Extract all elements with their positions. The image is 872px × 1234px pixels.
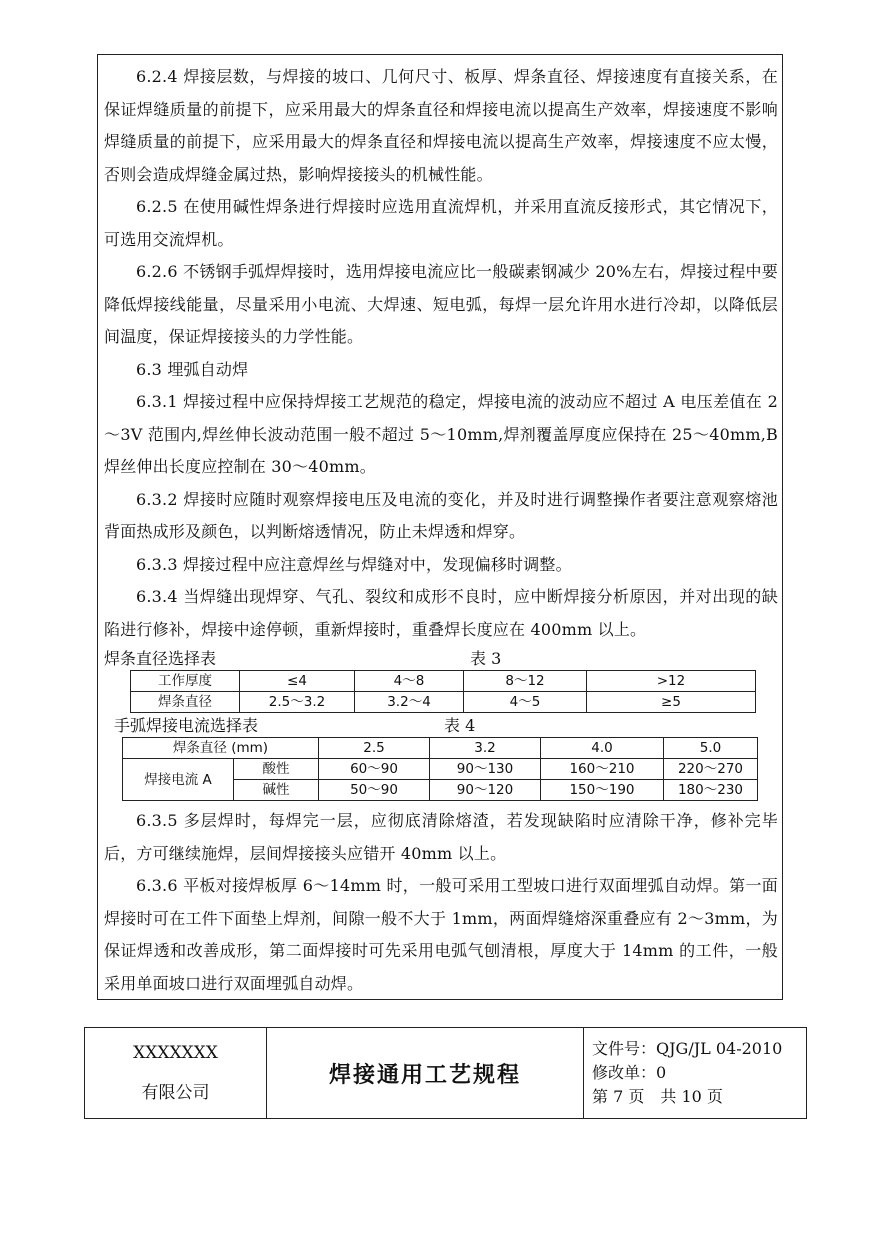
table-cell: 焊接电流 A: [123, 759, 234, 801]
table-cell: 160～210: [541, 759, 664, 780]
table-cell: 焊条直径: [131, 692, 240, 713]
table-cell: 4～5: [464, 692, 587, 713]
table-cell: 碱性: [234, 780, 319, 801]
page-number: 第 7 页 共 10 页: [592, 1087, 723, 1106]
table-cell: 50～90: [319, 780, 430, 801]
table-cell: 酸性: [234, 759, 319, 780]
table-cell: >12: [587, 671, 756, 692]
table-cell: 工作厚度: [131, 671, 240, 692]
table-cell: 60～90: [319, 759, 430, 780]
paragraph-6-3-4: 6.3.4 当焊缝出现焊穿、气孔、裂纹和成形不良时，应中断焊接分析原因，并对出现的缺陷进行修补，焊接中途停顿，重新焊接时，重叠焊长度应在 400mm 以上。: [104, 587, 778, 639]
table-cell: 4～8: [355, 671, 464, 692]
table-header-cell: 5.0: [664, 738, 758, 759]
table4-number: 表 4: [444, 716, 476, 735]
table-cell: 8～12: [464, 671, 587, 692]
table-cell: ≤4: [240, 671, 355, 692]
electrode-diameter-table: [130, 670, 756, 713]
table-row: [123, 738, 758, 759]
revision-number: 修改单：0: [592, 1063, 667, 1082]
paragraph-6-2-4: 6.2.4 焊接层数，与焊接的坡口、几何尺寸、板厚、焊条直径、焊接速度有直接关系，在保证焊缝质量的前提下，应采用最大的焊条直径和焊接电流以提高生产效率，焊接速度不影响焊缝质量的前提下，应采用最大的焊条直径和焊接电流以提高生产效率，焊接速度不应太慢，否则会造成焊缝金属过热，影响焊接接头的机械性能。: [104, 67, 778, 184]
company-suffix: 有限公司: [141, 1083, 210, 1103]
table-cell: 2.5～3.2: [240, 692, 355, 713]
paragraph-6-2-6: 6.2.6 不锈钢手弧焊焊接时，选用焊接电流应比一般碳素钢减少 20%左右，焊接过程中要降低焊接线能量，尽量采用小电流、大焊速、短电弧，每焊一层允许用水进行冷却，以降低层间温度，保证焊接接头的力学性能。: [104, 262, 778, 346]
welding-current-table: [122, 737, 758, 801]
table3-title: 焊条直径选择表: [104, 649, 217, 668]
table-cell: 180～230: [664, 780, 758, 801]
table-row: [123, 759, 758, 780]
table-header-cell: 2.5: [319, 738, 430, 759]
table-cell: 3.2～4: [355, 692, 464, 713]
table-cell: ≥5: [587, 692, 756, 713]
document-footer: [84, 1027, 807, 1119]
table-row: [131, 692, 756, 713]
content-frame: [97, 54, 783, 1000]
table-cell: 220～270: [664, 759, 758, 780]
paragraph-6-3-6: 6.3.6 平板对接焊板厚 6～14mm 时，一般可采用工型坡口进行双面埋弧自动焊。第一面焊接时可在工件下面垫上焊剂，间隙一般不大于 1mm，两面焊缝熔深重叠应有 2～3mm，为保证焊透和改善成形，第二面焊接时可先采用电弧气刨清根，厚度大于 14mm 的工件，一般采用单面坡口进行双面埋弧自动焊。: [104, 876, 778, 993]
company-cell: [85, 1028, 267, 1118]
file-number: 文件号：QJG/JL 04-2010: [592, 1039, 783, 1058]
table-cell: 90～120: [430, 780, 541, 801]
table-header-cell: 3.2: [430, 738, 541, 759]
table4-caption: [104, 715, 778, 737]
table3-caption: [104, 648, 778, 670]
document-body: [104, 61, 778, 1000]
table-cell: 150～190: [541, 780, 664, 801]
table-row: [131, 671, 756, 692]
table-cell: 90～130: [430, 759, 541, 780]
company-name: XXXXXXX: [133, 1043, 218, 1063]
paragraph-6-3-2: 6.3.2 焊接时应随时观察焊接电压及电流的变化，并及时进行调整操作者要注意观察熔池背面热成形及颜色，以判断熔透情况，防止未焊透和焊穿。: [104, 489, 778, 541]
table-header-cell: 焊条直径 (mm): [123, 738, 319, 759]
paragraph-6-2-5: 6.2.5 在使用碱性焊条进行焊接时应选用直流焊机，并采用直流反接形式，其它情况下，可选用交流焊机。: [104, 197, 778, 249]
document-info: [584, 1028, 806, 1118]
table4-title: 手弧焊接电流选择表: [114, 716, 259, 735]
table3-number: 表 3: [470, 649, 502, 668]
section-heading-6-3: 6.3 埋弧自动焊: [136, 359, 249, 379]
document-title: 焊接通用工艺规程: [267, 1028, 584, 1118]
table-header-cell: 4.0: [541, 738, 664, 759]
paragraph-6-3-3: 6.3.3 焊接过程中应注意焊丝与焊缝对中，发现偏移时调整。: [136, 554, 572, 574]
paragraph-6-3-5: 6.3.5 多层焊时，每焊完一层，应彻底清除熔渣，若发现缺陷时应清除干净，修补完毕后，方可继续施焊，层间焊接接头应错开 40mm 以上。: [104, 811, 778, 863]
paragraph-6-3-1: 6.3.1 焊接过程中应保持焊接工艺规范的稳定，焊接电流的波动应不超过 A 电压差值在 2～3V 范围内,焊丝伸长波动范围一般不超过 5～10mm,焊剂覆盖厚度应保持在 25～40mm,B 焊丝伸出长度应控制在 30～40mm。: [104, 392, 778, 476]
